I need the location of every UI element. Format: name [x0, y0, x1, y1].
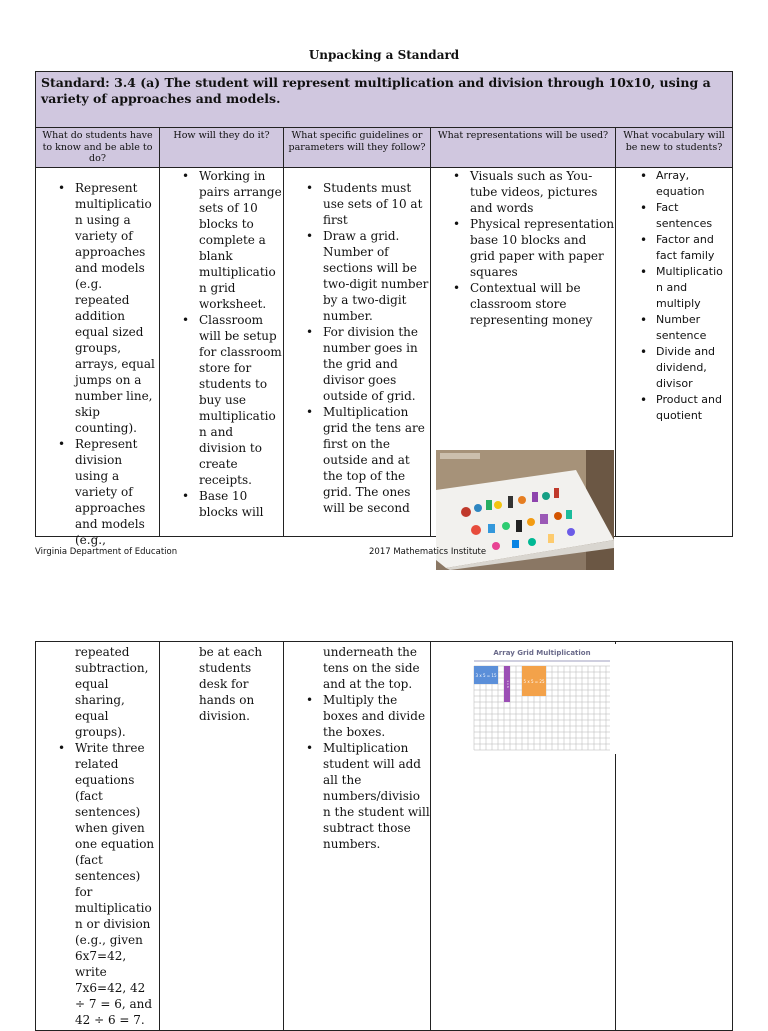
column-guidelines: [284, 168, 431, 536]
list-item: • Draw a grid. Number of sections will be two-digit number by a two-digit number.: [284, 228, 430, 324]
column-how: [160, 168, 284, 536]
header-how: How will they do it?: [160, 128, 284, 167]
guidelines-list: [284, 180, 430, 516]
list-item: • Classroom will be setup for classroom store for students to buy use multiplicatio n and division to create receipts.: [160, 312, 283, 488]
header-representations: What representations will be used?: [431, 128, 616, 167]
representations-list: [431, 168, 615, 328]
list-item: • Contextual will be classroom store representing money: [431, 280, 615, 328]
column-vocabulary-continued: [616, 642, 732, 1030]
list-item: • Array, equation: [616, 168, 732, 200]
standard-statement: Standard: 3.4 (a) The student will represent multiplication and division through 10x10, using a variety of approaches and models.: [36, 72, 732, 128]
array-grid-worksheet-svg: [468, 644, 616, 754]
list-item: • Represent division using a variety of approaches and models (e.g.,: [36, 436, 159, 548]
continued-text: underneath the tens on the side and at the top.: [323, 645, 420, 691]
column-guidelines-continued: [284, 642, 431, 1030]
continued-text: repeated subtraction, equal sharing, equal groups).: [75, 645, 149, 739]
continued-text: be at each students desk for hands on division.: [199, 645, 263, 723]
list-item: • Write three related equations (fact sentences) when given one equation (fact sentences) for multiplicatio n or division (e.g., given 6x7=42, write 7x6=42, 42 ÷ 7 = 6, and 42 ÷ 6 = 7.: [36, 740, 159, 1028]
list-item: • Multiplication student will add all the numbers/divisio n the student will subtract those numbers.: [284, 740, 430, 852]
list-item: • For division the number goes in the grid and divisor goes outside of grid.: [284, 324, 430, 404]
column-know: [36, 168, 160, 547]
know-list: [36, 180, 159, 548]
vocabulary-list: [616, 168, 732, 424]
list-item: • Represent multiplicatio n using a variety of approaches and models (e.g. repeated addition equal sized groups, arrays, equal jumps on a number line, skip counting).: [36, 180, 159, 436]
list-item: • Fact sentences: [616, 200, 732, 232]
list-item: • Divide and dividend, divisor: [616, 344, 732, 392]
header-row: [36, 128, 732, 168]
list-item: • Base 10 blocks will: [160, 488, 283, 520]
grid-label: 5 x 5 = 25: [523, 679, 545, 684]
grid-title: Array Grid Multiplication: [493, 649, 591, 657]
how-list: [160, 168, 283, 520]
guidelines-list-continued: [284, 692, 430, 852]
column-representations: [431, 168, 616, 536]
footer-right: 2017 Mathematics Institute: [369, 547, 487, 557]
header-know: What do students have to know and be able to do?: [36, 128, 160, 167]
column-vocabulary: [616, 168, 732, 536]
list-item: • Factor and fact family: [616, 232, 732, 264]
list-item: • Physical representation base 10 blocks and grid paper with paper squares: [431, 216, 615, 280]
standard-table-page-2: [35, 641, 733, 1031]
standard-table-page-1: [35, 71, 733, 547]
header-vocabulary: What vocabulary will be new to students?: [623, 130, 725, 153]
array-grid-worksheet-image: [468, 644, 616, 754]
grid-label: 3 x 5 = 15: [475, 673, 497, 678]
list-item: • Product and quotient: [616, 392, 732, 424]
list-item: • Number sentence: [616, 312, 732, 344]
footer-left: Virginia Department of Education: [35, 547, 178, 557]
list-item: • Students must use sets of 10 at first: [284, 180, 430, 228]
list-item: • Working in pairs arrange sets of 10 blocks to complete a blank multiplicatio n grid worksheet.: [160, 168, 283, 312]
list-item: • Multiplicatio n and multiply: [616, 264, 732, 312]
column-how-continued: [160, 642, 284, 1030]
header-guidelines: What specific guidelines or parameters will they follow?: [284, 128, 431, 167]
grid-label: 1 x 6: [506, 680, 510, 688]
column-representations-continued: [431, 642, 616, 1030]
list-item: • Multiplication grid the tens are first on the outside and at the top of the grid. The ones will be second: [284, 404, 430, 516]
column-know-continued: [36, 642, 160, 1030]
list-item: • Multiply the boxes and divide the boxes.: [284, 692, 430, 740]
list-item: • Visuals such as You-tube videos, pictures and words: [431, 168, 615, 216]
page-title: Unpacking a Standard: [308, 48, 460, 62]
know-list-continued: [36, 740, 159, 1028]
